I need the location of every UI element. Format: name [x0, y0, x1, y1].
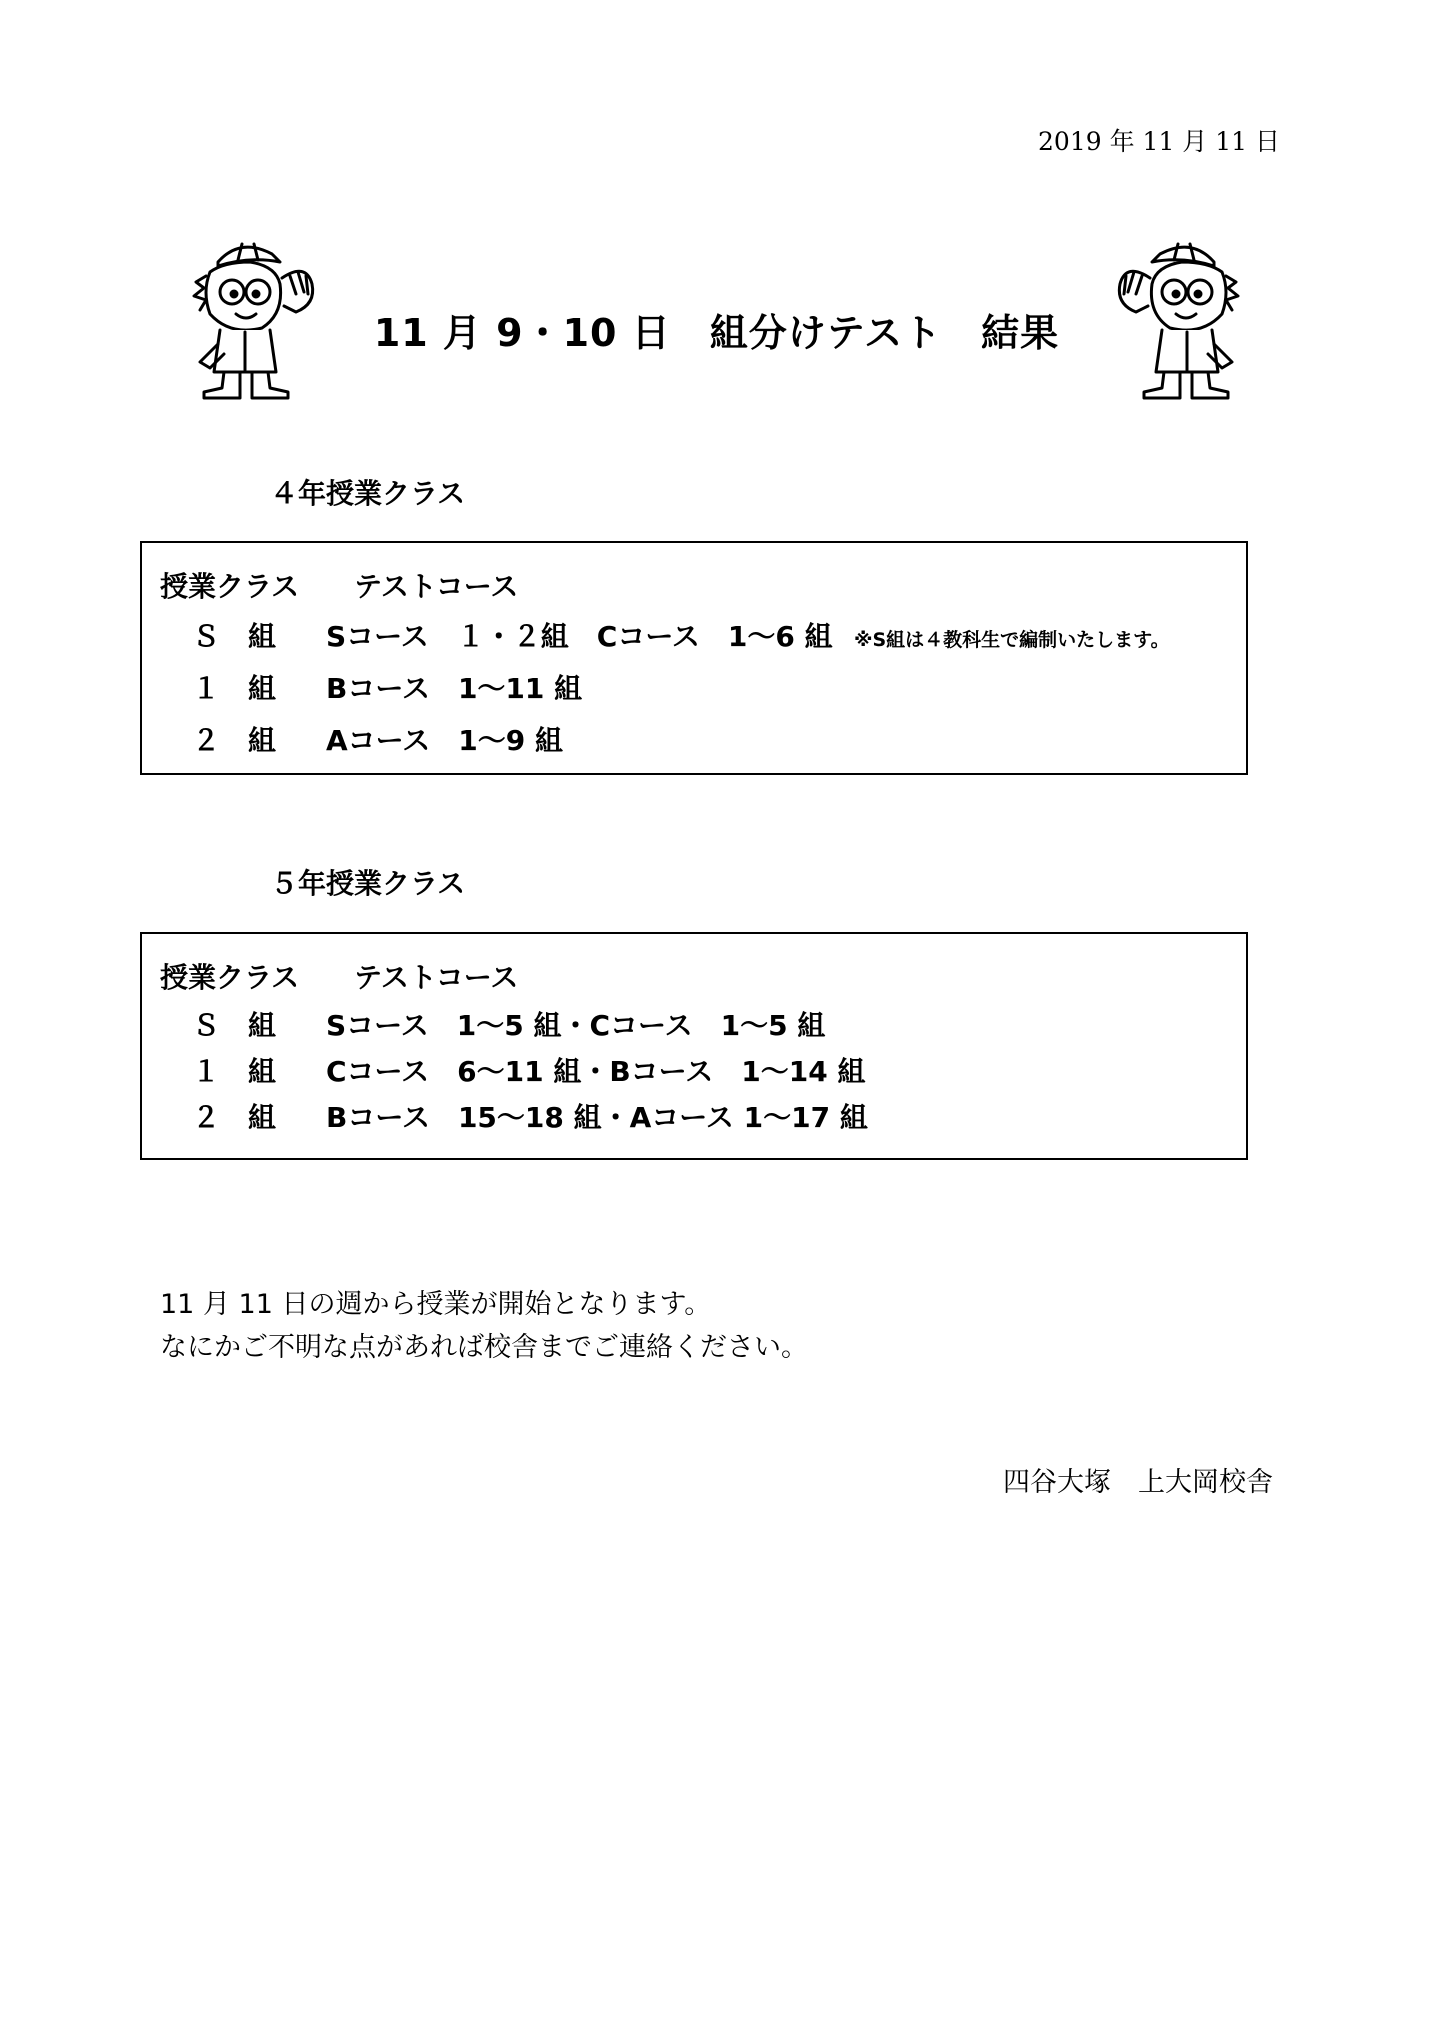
class-name: ２ 組 [192, 724, 277, 757]
course-column-header: テストコース [354, 961, 519, 994]
course-column-header: テストコース [354, 570, 519, 603]
class-name: １ 組 [192, 672, 277, 705]
class-column-header: 授業クラス [160, 570, 300, 603]
course-assignment: Sコース １・２組 Cコース 1～6 組 [326, 620, 833, 653]
grade4-class-box [140, 541, 1248, 775]
course-assignment: Bコース 15～18 組・Aコース 1～17 組 [326, 1101, 868, 1134]
notice-line-2: なにかご不明な点があれば校舎までご連絡ください。 [160, 1332, 808, 1363]
class-name: ２ 組 [192, 1101, 277, 1134]
course-assignment: Bコース 1～11 組 [326, 672, 583, 705]
grade4-heading: ４年授業クラス [270, 477, 466, 510]
course-assignment: Sコース 1～5 組・Cコース 1～5 組 [326, 1009, 826, 1042]
class-name: Ｓ 組 [192, 1009, 277, 1042]
page-title: 11 月 9・10 日 組分けテスト 結果 [373, 311, 1060, 355]
s-class-note: ※S組は４教科生で編制いたします。 [854, 629, 1170, 651]
grade5-heading: ５年授業クラス [270, 867, 466, 900]
course-assignment: Aコース 1～9 組 [326, 724, 563, 757]
school-signature: 四谷大塚 上大岡校舎 [1003, 1467, 1273, 1498]
document-date: 2019 年 11 月 11 日 [1038, 127, 1280, 156]
class-name: １ 組 [192, 1055, 277, 1088]
class-name: Ｓ 組 [192, 620, 277, 653]
course-assignment: Cコース 6～11 組・Bコース 1～14 組 [326, 1055, 866, 1088]
notice-line-1: 11 月 11 日の週から授業が開始となります。 [160, 1289, 712, 1320]
class-column-header: 授業クラス [160, 961, 300, 994]
grade5-class-box [140, 932, 1248, 1160]
